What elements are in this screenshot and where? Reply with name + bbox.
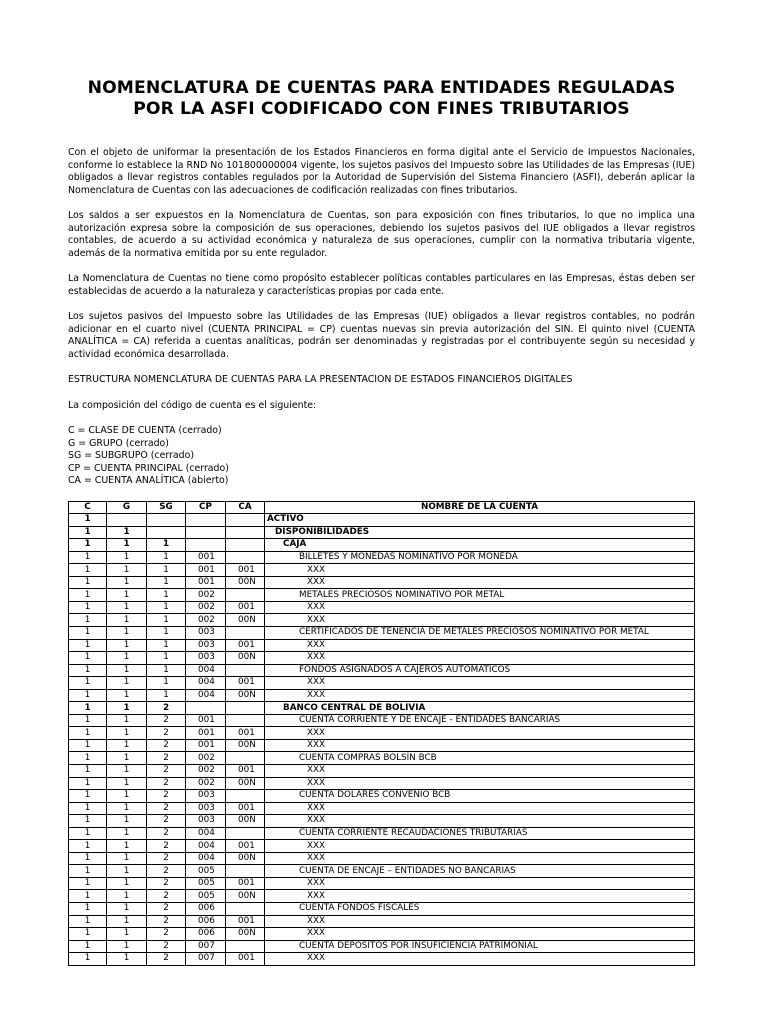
table-row <box>69 953 695 966</box>
cell-c: 1 <box>69 764 107 777</box>
cell-g <box>107 514 147 527</box>
table-row <box>69 626 695 639</box>
cell-g: 1 <box>107 815 147 828</box>
cell-g: 1 <box>107 576 147 589</box>
cell-name: CUENTA DEPÓSITOS POR INSUFICIENCIA PATRIMONIAL <box>265 940 695 953</box>
cell-g: 1 <box>107 626 147 639</box>
cell-name: XXX <box>265 852 695 865</box>
table-row <box>69 802 695 815</box>
cell-c: 1 <box>69 576 107 589</box>
cell-sg: 2 <box>147 739 186 752</box>
cell-ca: 001 <box>226 764 265 777</box>
cell-ca: 001 <box>226 639 265 652</box>
cell-sg: 2 <box>147 802 186 815</box>
cell-cp: 004 <box>186 677 226 690</box>
cell-cp: 005 <box>186 877 226 890</box>
cell-cp: 002 <box>186 601 226 614</box>
table-row <box>69 777 695 790</box>
cell-c: 1 <box>69 614 107 627</box>
cell-cp <box>186 702 226 715</box>
header-ca: CA <box>226 501 265 514</box>
cell-g: 1 <box>107 564 147 577</box>
cell-cp: 003 <box>186 639 226 652</box>
cell-g: 1 <box>107 764 147 777</box>
cell-c: 1 <box>69 564 107 577</box>
cell-cp: 001 <box>186 564 226 577</box>
levels-paragraph: Los sujetos pasivos del Impuesto sobre las Utilidades de las Empresas (IUE) obligados a llevar registros contables, no podrán adicionar en el cuarto nivel (CUENTA PRINCIPAL = CP) cuentas nuevas sin previa autorización del SIN. El quinto nivel (CUENTA ANALÍTICA = CA) referida a cuentas analíticas, podrán ser denominadas y registradas por el contribuyente según su necesidad y actividad económica desarrollada. <box>68 311 695 360</box>
table-row <box>69 526 695 539</box>
cell-sg: 2 <box>147 840 186 853</box>
cell-ca: 00N <box>226 689 265 702</box>
cell-g: 1 <box>107 940 147 953</box>
cell-c: 1 <box>69 626 107 639</box>
legend-item-ca: CA = CUENTA ANALÍTICA (abierto) <box>68 475 229 486</box>
cell-ca: 001 <box>226 802 265 815</box>
cell-g: 1 <box>107 551 147 564</box>
cell-sg: 2 <box>147 940 186 953</box>
cell-sg: 2 <box>147 752 186 765</box>
cell-sg: 1 <box>147 639 186 652</box>
table-row <box>69 589 695 602</box>
cell-name: FONDOS ASIGNADOS A CAJEROS AUTOMÁTICOS <box>265 664 695 677</box>
cell-g: 1 <box>107 790 147 803</box>
accounts-table <box>68 501 695 966</box>
cell-cp: 003 <box>186 815 226 828</box>
cell-name: XXX <box>265 890 695 903</box>
table-row <box>69 714 695 727</box>
table-row <box>69 877 695 890</box>
cell-sg: 2 <box>147 877 186 890</box>
table-row <box>69 601 695 614</box>
cell-g: 1 <box>107 526 147 539</box>
cell-ca: 00N <box>226 815 265 828</box>
cell-name: XXX <box>265 576 695 589</box>
cell-name: CUENTA CORRIENTE RECAUDACIONES TRIBUTARIAS <box>265 827 695 840</box>
cell-sg: 2 <box>147 953 186 966</box>
cell-ca: 001 <box>226 877 265 890</box>
cell-sg: 1 <box>147 564 186 577</box>
cell-g: 1 <box>107 714 147 727</box>
cell-cp <box>186 539 226 552</box>
cell-sg: 1 <box>147 652 186 665</box>
cell-c: 1 <box>69 940 107 953</box>
cell-name: XXX <box>265 677 695 690</box>
table-row <box>69 576 695 589</box>
table-row <box>69 664 695 677</box>
table-row <box>69 915 695 928</box>
cell-g: 1 <box>107 601 147 614</box>
cell-c: 1 <box>69 551 107 564</box>
table-row <box>69 689 695 702</box>
cell-name: CUENTA DE ENCAJE – ENTIDADES NO BANCARIAS <box>265 865 695 878</box>
cell-cp: 003 <box>186 802 226 815</box>
cell-sg: 2 <box>147 915 186 928</box>
intro-paragraph: Con el objeto de uniformar la presentación de los Estados Financieros en forma digital ante el Servicio de Impuestos Nacionales, conforme lo establece la RND No 101800000004 vigente, los sujetos pasivos del Impuesto sobre las Utilidades de las Empresas (IUE) obligados a llevar registros contables regulados por la Autoridad de Supervisión del Sistema Financiero (ASFI), deberán aplicar la Nomenclatura de Cuentas con las adecuaciones de codificación realizadas con fines tributarios. <box>68 147 695 196</box>
cell-sg: 1 <box>147 601 186 614</box>
cell-cp: 001 <box>186 714 226 727</box>
cell-g: 1 <box>107 639 147 652</box>
cell-sg: 1 <box>147 551 186 564</box>
cell-cp: 006 <box>186 915 226 928</box>
cell-ca <box>226 664 265 677</box>
cell-g: 1 <box>107 702 147 715</box>
cell-cp: 003 <box>186 626 226 639</box>
cell-g: 1 <box>107 739 147 752</box>
table-row <box>69 840 695 853</box>
cell-c: 1 <box>69 526 107 539</box>
cell-cp: 007 <box>186 953 226 966</box>
cell-sg: 2 <box>147 702 186 715</box>
cell-cp: 004 <box>186 840 226 853</box>
cell-name: CAJA <box>265 539 695 552</box>
cell-c: 1 <box>69 739 107 752</box>
cell-sg: 2 <box>147 852 186 865</box>
table-row <box>69 727 695 740</box>
header-g: G <box>107 501 147 514</box>
cell-name: CUENTA COMPRAS BOLSÍN BCB <box>265 752 695 765</box>
cell-sg <box>147 514 186 527</box>
cell-sg: 2 <box>147 928 186 941</box>
cell-cp: 001 <box>186 551 226 564</box>
cell-ca <box>226 940 265 953</box>
table-row <box>69 752 695 765</box>
cell-g: 1 <box>107 777 147 790</box>
cell-name: XXX <box>265 614 695 627</box>
legend-item-c: C = CLASE DE CUENTA (cerrado) <box>68 425 222 436</box>
cell-sg: 2 <box>147 777 186 790</box>
cell-g: 1 <box>107 539 147 552</box>
cell-ca <box>226 714 265 727</box>
cell-g: 1 <box>107 877 147 890</box>
cell-ca: 00N <box>226 614 265 627</box>
cell-cp: 002 <box>186 614 226 627</box>
cell-cp: 007 <box>186 940 226 953</box>
cell-ca: 00N <box>226 576 265 589</box>
cell-g: 1 <box>107 614 147 627</box>
table-row <box>69 852 695 865</box>
cell-sg: 2 <box>147 764 186 777</box>
cell-name: XXX <box>265 739 695 752</box>
cell-name: XXX <box>265 928 695 941</box>
cell-sg: 2 <box>147 714 186 727</box>
cell-c: 1 <box>69 953 107 966</box>
cell-cp: 004 <box>186 852 226 865</box>
cell-sg: 2 <box>147 727 186 740</box>
cell-c: 1 <box>69 877 107 890</box>
cell-name: XXX <box>265 727 695 740</box>
header-cp: CP <box>186 501 226 514</box>
cell-cp: 002 <box>186 589 226 602</box>
cell-c: 1 <box>69 852 107 865</box>
cell-ca: 001 <box>226 953 265 966</box>
cell-name: XXX <box>265 802 695 815</box>
cell-ca <box>226 752 265 765</box>
table-row <box>69 764 695 777</box>
cell-c: 1 <box>69 714 107 727</box>
legend-item-sg: SG = SUBGRUPO (cerrado) <box>68 450 194 461</box>
cell-ca <box>226 526 265 539</box>
cell-cp: 004 <box>186 664 226 677</box>
cell-ca: 00N <box>226 777 265 790</box>
table-row <box>69 514 695 527</box>
cell-g: 1 <box>107 928 147 941</box>
cell-ca <box>226 827 265 840</box>
cell-c: 1 <box>69 802 107 815</box>
cell-name: ACTIVO <box>265 514 695 527</box>
cell-ca: 00N <box>226 890 265 903</box>
balances-paragraph: Los saldos a ser expuestos en la Nomenclatura de Cuentas, son para exposición con fines tributarios, lo que no implica una autorización expresa sobre la composición de sus operaciones, debiendo los sujetos pasivos del IUE obligados a llevar registros contables, de acuerdo a su actividad económica y naturaleza de sus operaciones, cumplir con la normativa tributaria vigente, además de la normativa emitida por su ente regulador. <box>68 210 695 259</box>
cell-sg: 1 <box>147 576 186 589</box>
cell-g: 1 <box>107 589 147 602</box>
table-row <box>69 815 695 828</box>
cell-ca: 001 <box>226 601 265 614</box>
table-body <box>69 514 695 966</box>
cell-cp: 002 <box>186 764 226 777</box>
cell-cp: 004 <box>186 827 226 840</box>
cell-cp: 005 <box>186 890 226 903</box>
header-c: C <box>69 501 107 514</box>
cell-cp: 001 <box>186 739 226 752</box>
cell-name: XXX <box>265 689 695 702</box>
table-row <box>69 614 695 627</box>
code-legend <box>68 425 695 488</box>
cell-c: 1 <box>69 601 107 614</box>
cell-cp: 003 <box>186 790 226 803</box>
legend-item-g: G = GRUPO (cerrado) <box>68 437 169 449</box>
cell-c: 1 <box>69 589 107 602</box>
cell-c: 1 <box>69 815 107 828</box>
table-row <box>69 551 695 564</box>
cell-c: 1 <box>69 928 107 941</box>
cell-cp: 005 <box>186 865 226 878</box>
cell-g: 1 <box>107 953 147 966</box>
cell-g: 1 <box>107 915 147 928</box>
cell-name: CERTIFICADOS DE TENENCIA DE METALES PRECIOSOS NOMINATIVO POR METAL <box>265 626 695 639</box>
table-row <box>69 739 695 752</box>
cell-c: 1 <box>69 664 107 677</box>
cell-g: 1 <box>107 903 147 916</box>
cell-c: 1 <box>69 790 107 803</box>
cell-cp: 001 <box>186 727 226 740</box>
document-title: NOMENCLATURA DE CUENTAS PARA ENTIDADES REGULADAS POR LA ASFI CODIFICADO CON FINES TRIBUTARIOS <box>87 78 676 119</box>
cell-name: DISPONIBILIDADES <box>265 526 695 539</box>
table-row <box>69 677 695 690</box>
cell-c: 1 <box>69 903 107 916</box>
cell-name: XXX <box>265 601 695 614</box>
cell-ca: 00N <box>226 852 265 865</box>
cell-c: 1 <box>69 840 107 853</box>
cell-g: 1 <box>107 802 147 815</box>
cell-name: CUENTA DÓLARES CONVENIO BCB <box>265 790 695 803</box>
cell-sg: 2 <box>147 815 186 828</box>
cell-name: XXX <box>265 840 695 853</box>
table-row <box>69 539 695 552</box>
cell-g: 1 <box>107 677 147 690</box>
cell-sg: 2 <box>147 865 186 878</box>
purpose-paragraph: La Nomenclatura de Cuentas no tiene como propósito establecer políticas contables particulares en las Empresas, éstas deben ser establecidas de acuerdo a la naturaleza y características propias por cada ente. <box>68 273 695 297</box>
cell-c: 1 <box>69 539 107 552</box>
header-account-name: NOMBRE DE LA CUENTA <box>265 501 695 514</box>
cell-sg: 1 <box>147 677 186 690</box>
cell-g: 1 <box>107 865 147 878</box>
cell-g: 1 <box>107 727 147 740</box>
cell-g: 1 <box>107 652 147 665</box>
cell-g: 1 <box>107 890 147 903</box>
cell-ca: 001 <box>226 727 265 740</box>
cell-ca: 00N <box>226 652 265 665</box>
cell-name: XXX <box>265 564 695 577</box>
cell-name: XXX <box>265 764 695 777</box>
legend-item-cp: CP = CUENTA PRINCIPAL (cerrado) <box>68 462 229 474</box>
cell-ca <box>226 903 265 916</box>
cell-cp <box>186 526 226 539</box>
cell-c: 1 <box>69 777 107 790</box>
cell-c: 1 <box>69 752 107 765</box>
cell-cp: 002 <box>186 777 226 790</box>
cell-g: 1 <box>107 752 147 765</box>
cell-sg: 2 <box>147 827 186 840</box>
cell-sg: 1 <box>147 539 186 552</box>
cell-g: 1 <box>107 840 147 853</box>
cell-name: CUENTA CORRIENTE Y DE ENCAJE - ENTIDADES BANCARIAS <box>265 714 695 727</box>
structure-heading: ESTRUCTURA NOMENCLATURA DE CUENTAS PARA LA PRESENTACION DE ESTADOS FINANCIEROS DIGITALES <box>68 374 573 385</box>
cell-ca: 00N <box>226 739 265 752</box>
cell-name: BILLETES Y MONEDAS NOMINATIVO POR MONEDA <box>265 551 695 564</box>
cell-sg <box>147 526 186 539</box>
table-header-row <box>69 501 695 514</box>
cell-ca <box>226 539 265 552</box>
cell-ca <box>226 626 265 639</box>
cell-ca <box>226 589 265 602</box>
table-row <box>69 890 695 903</box>
table-row <box>69 928 695 941</box>
table-row <box>69 903 695 916</box>
cell-ca: 001 <box>226 915 265 928</box>
cell-cp: 003 <box>186 652 226 665</box>
cell-ca: 00N <box>226 928 265 941</box>
cell-sg: 1 <box>147 589 186 602</box>
cell-sg: 2 <box>147 790 186 803</box>
cell-cp: 006 <box>186 928 226 941</box>
cell-ca <box>226 790 265 803</box>
cell-sg: 1 <box>147 614 186 627</box>
document-page <box>68 78 695 966</box>
cell-c: 1 <box>69 677 107 690</box>
cell-name: BANCO CENTRAL DE BOLIVIA <box>265 702 695 715</box>
header-sg: SG <box>147 501 186 514</box>
cell-name: XXX <box>265 953 695 966</box>
cell-c: 1 <box>69 702 107 715</box>
cell-name: METALES PRECIOSOS NOMINATIVO POR METAL <box>265 589 695 602</box>
cell-sg: 1 <box>147 626 186 639</box>
cell-name: XXX <box>265 777 695 790</box>
cell-c: 1 <box>69 652 107 665</box>
cell-c: 1 <box>69 915 107 928</box>
cell-sg: 2 <box>147 903 186 916</box>
table-row <box>69 827 695 840</box>
cell-cp: 002 <box>186 752 226 765</box>
cell-c: 1 <box>69 865 107 878</box>
cell-name: XXX <box>265 815 695 828</box>
cell-name: CUENTA FONDOS FISCALES <box>265 903 695 916</box>
cell-ca: 001 <box>226 677 265 690</box>
table-row <box>69 790 695 803</box>
cell-c: 1 <box>69 639 107 652</box>
cell-c: 1 <box>69 890 107 903</box>
table-row <box>69 940 695 953</box>
table-row <box>69 702 695 715</box>
cell-ca <box>226 551 265 564</box>
cell-cp: 006 <box>186 903 226 916</box>
cell-name: XXX <box>265 639 695 652</box>
cell-ca <box>226 514 265 527</box>
cell-name: XXX <box>265 877 695 890</box>
cell-sg: 1 <box>147 664 186 677</box>
cell-name: XXX <box>265 652 695 665</box>
cell-ca <box>226 865 265 878</box>
cell-g: 1 <box>107 689 147 702</box>
table-row <box>69 564 695 577</box>
cell-ca: 001 <box>226 564 265 577</box>
cell-c: 1 <box>69 514 107 527</box>
cell-sg: 1 <box>147 689 186 702</box>
table-row <box>69 652 695 665</box>
cell-name: XXX <box>265 915 695 928</box>
cell-cp: 001 <box>186 576 226 589</box>
cell-ca: 001 <box>226 840 265 853</box>
table-row <box>69 865 695 878</box>
cell-g: 1 <box>107 852 147 865</box>
cell-ca <box>226 702 265 715</box>
cell-c: 1 <box>69 689 107 702</box>
cell-c: 1 <box>69 727 107 740</box>
cell-g: 1 <box>107 827 147 840</box>
cell-c: 1 <box>69 827 107 840</box>
cell-cp <box>186 514 226 527</box>
cell-g: 1 <box>107 664 147 677</box>
table-row <box>69 639 695 652</box>
cell-sg: 2 <box>147 890 186 903</box>
cell-cp: 004 <box>186 689 226 702</box>
composition-intro: La composición del código de cuenta es el siguiente: <box>68 399 317 411</box>
